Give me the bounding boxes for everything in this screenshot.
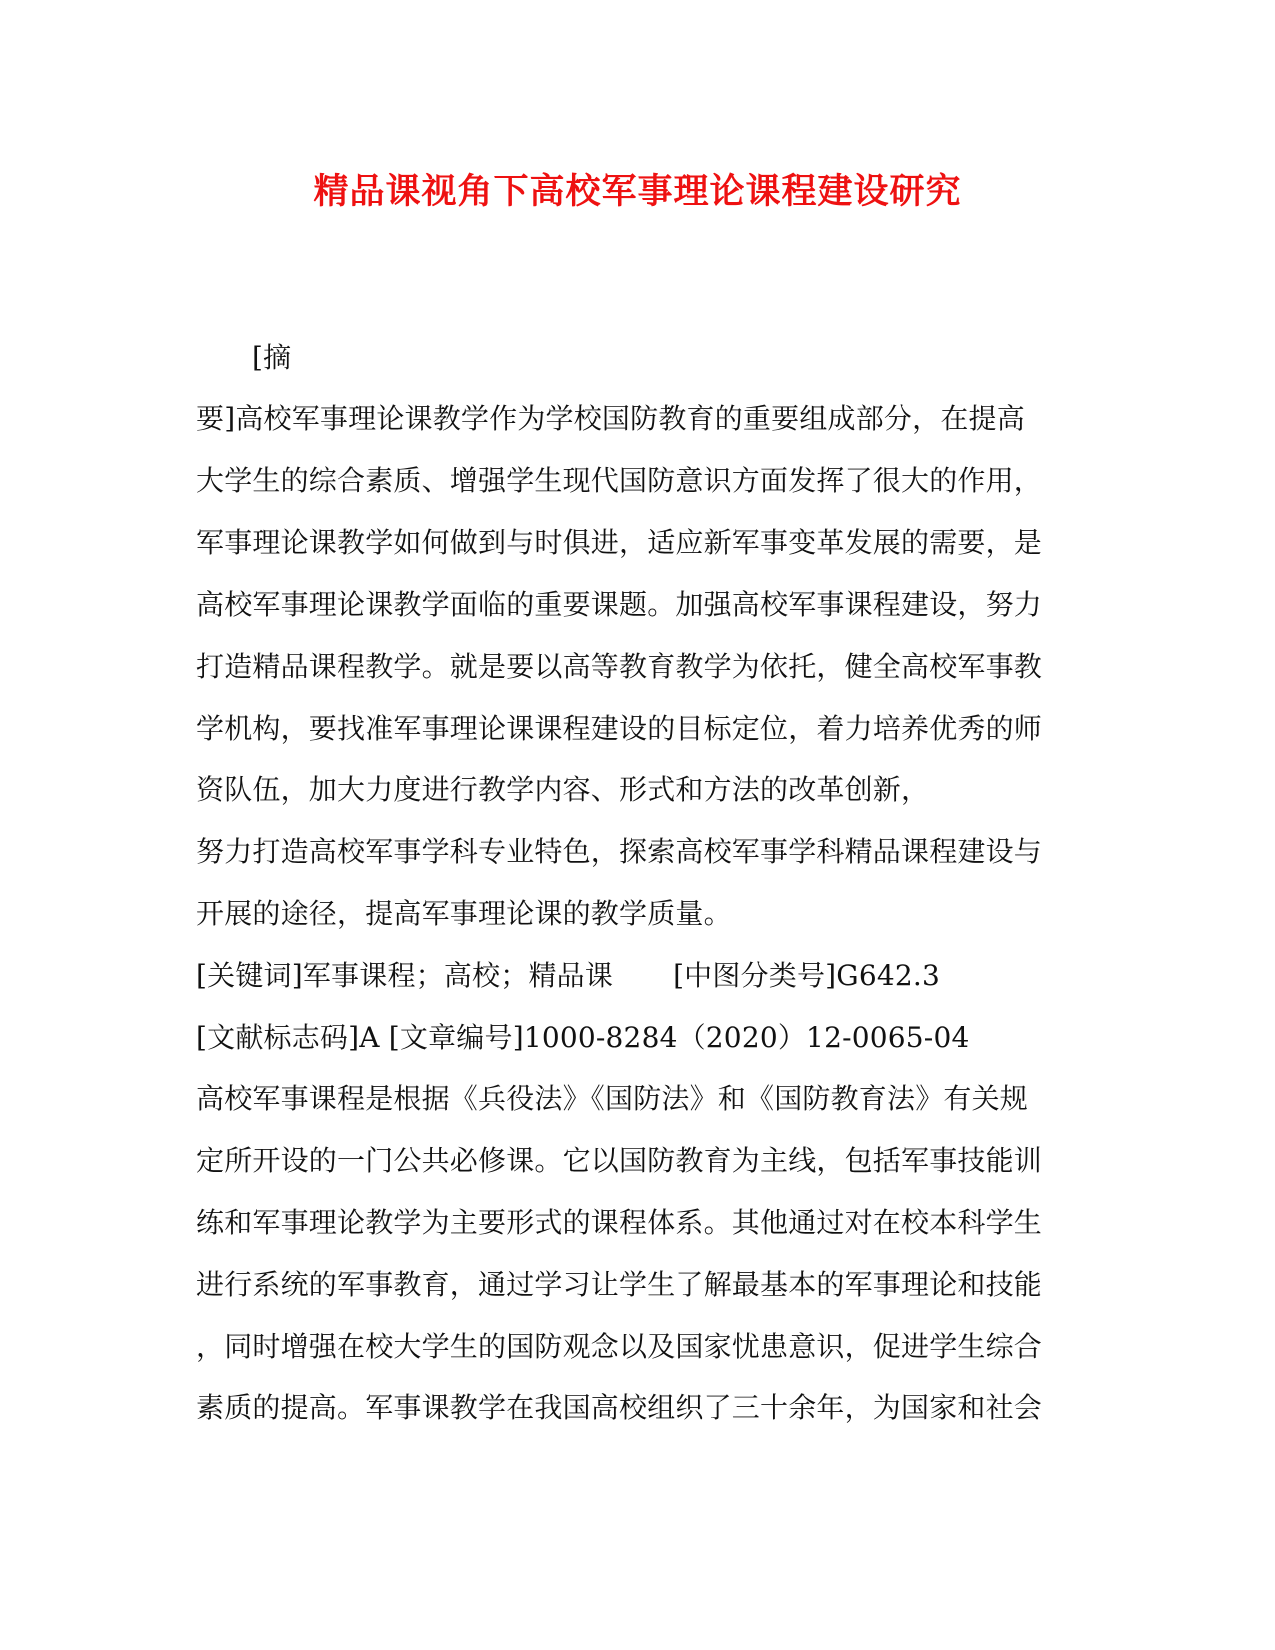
- keywords-line: [196, 956, 940, 996]
- abstract-line: 学机构，要找准军事理论课课程建设的目标定位，着力培养优秀的师: [196, 712, 1043, 745]
- abstract-line: 努力打造高校军事学科专业特色，探索高校军事学科精品课程建设与: [196, 835, 1043, 868]
- document-code-line: [文献标志码]A [文章编号]1000-8284（2020）12-0065-04: [196, 1021, 970, 1054]
- body-line: ，同时增强在校大学生的国防观念以及国家忧患意识，促进学生综合: [196, 1330, 1043, 1363]
- abstract-line: 开展的途径，提高军事理论课的教学质量。: [196, 897, 732, 930]
- body-line: 练和军事理论教学为主要形式的课程体系。其他通过对在校本科学生: [196, 1206, 1043, 1239]
- body-line: 高校军事课程是根据《兵役法》《国防法》和《国防教育法》有关规: [196, 1082, 1029, 1115]
- classification-number: [中图分类号]G642.3: [673, 959, 941, 992]
- abstract-line: 军事理论课教学如何做到与时俱进，适应新军事变革发展的需要，是: [196, 526, 1043, 559]
- keywords-text: [关键词]军事课程；高校；精品课: [196, 959, 614, 992]
- body-line: 进行系统的军事教育，通过学习让学生了解最基本的军事理论和技能: [196, 1268, 1043, 1301]
- abstract-line: 要]高校军事理论课教学作为学校国防教育的重要组成部分，在提高: [196, 402, 1025, 435]
- body-line: 定所开设的一门公共必修课。它以国防教育为主线，包括军事技能训: [196, 1144, 1043, 1177]
- abstract-line: 资队伍，加大力度进行教学内容、形式和方法的改革创新，: [196, 773, 930, 806]
- document-title: 精品课视角下高校军事理论课程建设研究: [313, 171, 962, 212]
- abstract-line: 打造精品课程教学。就是要以高等教育教学为依托，健全高校军事教: [196, 650, 1043, 683]
- abstract-line: 大学生的综合素质、增强学生现代国防意识方面发挥了很大的作用，: [196, 464, 1043, 497]
- body-line: 素质的提高。军事课教学在我国高校组织了三十余年，为国家和社会: [196, 1391, 1043, 1424]
- abstract-line: 高校军事理论课教学面临的重要课题。加强高校军事课程建设，努力: [196, 588, 1043, 621]
- abstract-label-line: [摘: [252, 341, 292, 374]
